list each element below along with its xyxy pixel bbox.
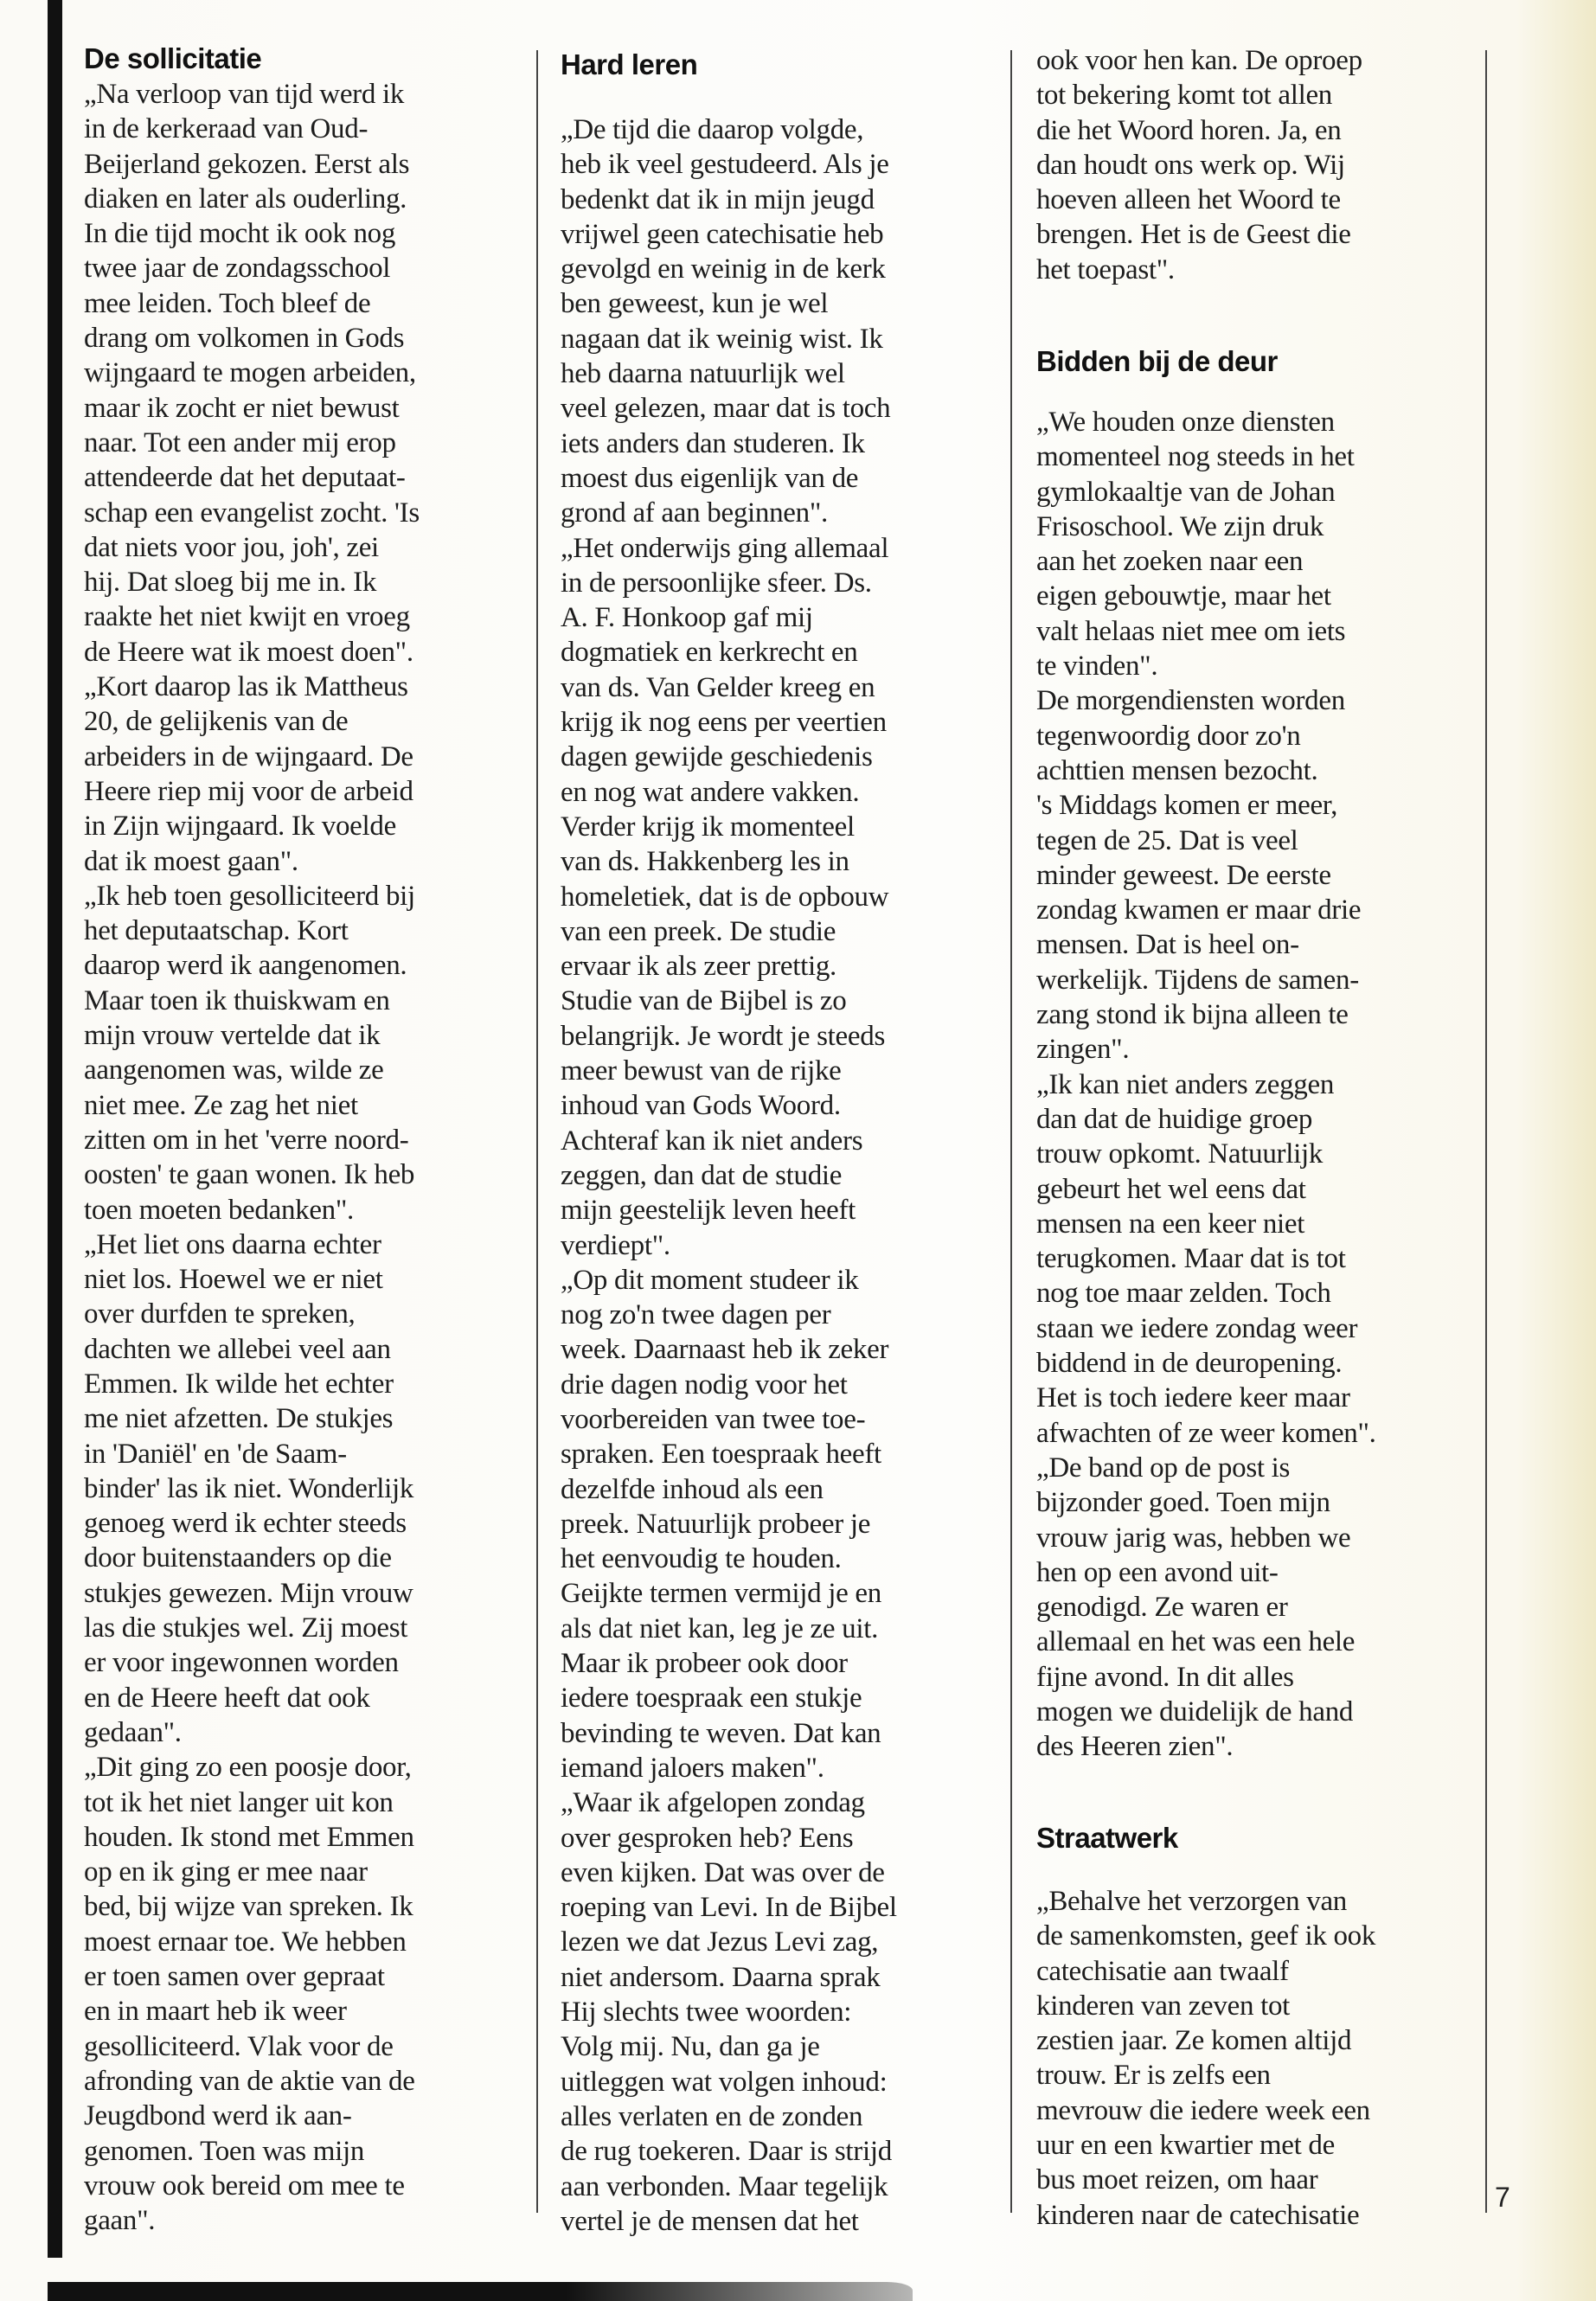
text-line: mee leiden. Toch bleef de bbox=[84, 287, 371, 319]
text-line: momenteel nog steeds in het bbox=[1036, 441, 1355, 473]
text-line: afwachten of ze weer komen". bbox=[1036, 1417, 1376, 1449]
text-line: gebeurt het wel eens dat bbox=[1036, 1173, 1306, 1205]
text-line: „De band op de post is bbox=[1036, 1452, 1291, 1484]
text-line: bedenkt dat ik in mijn jeugd bbox=[561, 183, 875, 215]
text-line: Frisoschool. We zijn druk bbox=[1036, 510, 1324, 542]
text-line: over gesproken heb? Eens bbox=[561, 1822, 854, 1854]
text-line: Het is toch iedere keer maar bbox=[1036, 1382, 1350, 1414]
text-line: lezen we dat Jezus Levi zag, bbox=[561, 1926, 879, 1958]
text-line: werkelijk. Tijdens de samen- bbox=[1036, 964, 1359, 996]
text-line: het toepast". bbox=[1036, 253, 1175, 285]
text-line: zeggen, dan dat de studie bbox=[561, 1159, 843, 1191]
text-line: uur en een kwartier met de bbox=[1036, 2130, 1335, 2162]
text-line: nog toe maar zelden. Toch bbox=[1036, 1278, 1331, 1310]
text-line: „Het liet ons daarna echter bbox=[84, 1228, 381, 1260]
text-line: vrouw ook bereid om mee te bbox=[84, 2170, 405, 2202]
text-line: Volg mij. Nu, dan ga je bbox=[561, 2031, 820, 2063]
text-line: preek. Natuurlijk probeer je bbox=[561, 1508, 871, 1540]
text-line: nagaan dat ik weinig wist. Ik bbox=[561, 323, 883, 355]
text-line: zingen". bbox=[1036, 1034, 1130, 1066]
text-line: meer bewust van de rijke bbox=[561, 1055, 842, 1087]
text-line: als dat niet kan, leg je ze uit. bbox=[561, 1612, 879, 1644]
text-line: dezelfde inhoud als een bbox=[561, 1473, 824, 1505]
text-line: daarop werd ik aangenomen. bbox=[84, 950, 407, 982]
text-line: vrijwel geen catechisatie heb bbox=[561, 218, 884, 250]
text-line: niet mee. Ze zag het niet bbox=[84, 1089, 358, 1121]
text-line: op en ik ging er mee naar bbox=[84, 1856, 368, 1888]
text-line: gesolliciteerd. Vlak voor de bbox=[84, 2030, 394, 2062]
text-line: „Waar ik afgelopen zondag bbox=[561, 1787, 865, 1819]
text-line: brengen. Het is de Geest die bbox=[1036, 219, 1351, 251]
text-line: houden. Ik stond met Emmen bbox=[84, 1821, 414, 1853]
text-line: staan we iedere zondag weer bbox=[1036, 1312, 1358, 1344]
text-line: het eenvoudig te houden. bbox=[561, 1543, 842, 1575]
text-line: tot ik het niet langer uit kon bbox=[84, 1786, 394, 1818]
text-line: trouw. Er is zelfs een bbox=[1036, 2060, 1271, 2092]
text-line: van ds. Hakkenberg les in bbox=[561, 846, 849, 878]
text-line: zang stond ik bijna alleen te bbox=[1036, 999, 1349, 1031]
text-line: fijne avond. In dit alles bbox=[1036, 1661, 1294, 1693]
text-line: grond af aan beginnen". bbox=[561, 497, 828, 529]
text-line: Heere riep mij voor de arbeid bbox=[84, 775, 413, 807]
text-line: mevrouw die iedere week een bbox=[1036, 2094, 1370, 2126]
text-line: er voor ingewonnen worden bbox=[84, 1647, 399, 1679]
text-line: in de persoonlijke sfeer. Ds. bbox=[561, 567, 872, 599]
text-line: inhoud van Gods Woord. bbox=[561, 1090, 841, 1122]
text-line: dan houdt ons werk op. Wij bbox=[1036, 149, 1345, 181]
text-line: iedere toespraak een stukje bbox=[561, 1682, 862, 1715]
column-rule bbox=[1485, 50, 1487, 2213]
text-line: me niet afzetten. De stukjes bbox=[84, 1403, 394, 1435]
text-line: tot bekering komt tot allen bbox=[1036, 80, 1332, 112]
text-line: krijg ik nog eens per veertien bbox=[561, 707, 887, 739]
text-line: mensen na een keer niet bbox=[1036, 1208, 1305, 1240]
text-line: diaken en later als ouderling. bbox=[84, 183, 407, 215]
text-line: niet andersom. Daarna sprak bbox=[561, 1961, 881, 1993]
text-line: de samenkomsten, geef ik ook bbox=[1036, 1920, 1376, 1952]
text-line: verdiept". bbox=[561, 1229, 670, 1261]
text-line: In die tijd mocht ik ook nog bbox=[84, 218, 396, 250]
text-line: hoeven alleen het Woord te bbox=[1036, 184, 1341, 216]
text-line: 's Middags komen er meer, bbox=[1036, 790, 1338, 822]
text-line: gedaan". bbox=[84, 1716, 182, 1748]
text-line: zitten om in het 'verre noord- bbox=[84, 1124, 409, 1156]
text-line: homeletiek, dat is de opbouw bbox=[561, 881, 889, 913]
section-heading: Bidden bij de deur bbox=[1036, 345, 1278, 377]
text-line: door buitenstaanders op die bbox=[84, 1542, 392, 1574]
text-line: stukjes gewezen. Mijn vrouw bbox=[84, 1577, 413, 1609]
text-line: over durfden te spreken, bbox=[84, 1298, 356, 1330]
text-line: toen moeten bedanken". bbox=[84, 1194, 355, 1226]
text-line: vertel je de mensen dat het bbox=[561, 2205, 859, 2237]
text-line: aan het zoeken naar een bbox=[1036, 546, 1304, 578]
text-line: aan verbonden. Maar tegelijk bbox=[561, 2170, 888, 2202]
text-line: hij. Dat sloeg bij me in. Ik bbox=[84, 567, 377, 599]
text-line: trouw opkomt. Natuurlijk bbox=[1036, 1138, 1324, 1170]
text-line: Beijerland gekozen. Eerst als bbox=[84, 148, 410, 180]
text-line: mijn vrouw vertelde dat ik bbox=[84, 1020, 381, 1052]
text-line: drang om volkomen in Gods bbox=[84, 323, 405, 355]
text-line: „Ik kan niet anders zeggen bbox=[1036, 1068, 1335, 1100]
text-line: Maar ik probeer ook door bbox=[561, 1648, 848, 1680]
column-rule bbox=[1010, 50, 1012, 2213]
text-line: dogmatiek en kerkrecht en bbox=[561, 637, 858, 669]
text-line: ook voor hen kan. De oproep bbox=[1036, 45, 1362, 76]
text-line: mensen. Dat is heel on- bbox=[1036, 929, 1299, 961]
section-body bbox=[1036, 405, 1376, 1765]
text-line: even kijken. Dat was over de bbox=[561, 1856, 885, 1888]
text-line: week. Daarnaast heb ik zeker bbox=[561, 1334, 889, 1366]
text-line: in de kerkeraad van Oud- bbox=[84, 113, 369, 145]
text-line: raakte het niet kwijt en vroeg bbox=[84, 601, 410, 633]
text-line: en de Heere heeft dat ook bbox=[84, 1682, 370, 1714]
text-line: De morgendiensten worden bbox=[1036, 685, 1345, 717]
text-line: eigen gebouwtje, maar het bbox=[1036, 580, 1331, 612]
text-line: biddend in de deuropening. bbox=[1036, 1348, 1343, 1380]
text-line: heb daarna natuurlijk wel bbox=[561, 358, 845, 390]
text-line: gymlokaaltje van de Johan bbox=[1036, 476, 1336, 508]
text-line: belangrijk. Je wordt je steeds bbox=[561, 1020, 885, 1052]
text-line: Emmen. Ik wilde het echter bbox=[84, 1368, 394, 1400]
text-line: 20, de gelijkenis van de bbox=[84, 706, 349, 738]
text-line: bevinding te weven. Dat kan bbox=[561, 1717, 881, 1749]
text-line: in Zijn wijngaard. Ik voelde bbox=[84, 811, 396, 843]
text-line: gaan". bbox=[84, 2205, 156, 2237]
text-line: veel gelezen, maar dat is toch bbox=[561, 393, 891, 425]
text-line: ervaar ik als zeer prettig. bbox=[561, 951, 836, 983]
text-line: te vinden". bbox=[1036, 651, 1158, 683]
text-line: en in maart heb ik weer bbox=[84, 1996, 347, 2028]
text-line: „Na verloop van tijd werd ik bbox=[84, 79, 405, 110]
section-body bbox=[1036, 43, 1362, 287]
text-line: naar. Tot een ander mij erop bbox=[84, 426, 396, 458]
text-line: nog zo'n twee dagen per bbox=[561, 1299, 831, 1331]
text-line: genodigd. Ze waren er bbox=[1036, 1592, 1288, 1624]
text-line: „Ik heb toen gesolliciteerd bij bbox=[84, 880, 415, 912]
text-line: binder' las ik niet. Wonderlijk bbox=[84, 1472, 414, 1504]
text-line: in 'Daniël' en 'de Saam- bbox=[84, 1438, 347, 1470]
left-page-edge bbox=[48, 0, 62, 2258]
text-line: dan dat de huidige groep bbox=[1036, 1103, 1313, 1135]
text-line: Verder krijg ik momenteel bbox=[561, 811, 855, 843]
text-line: er toen samen over gepraat bbox=[84, 1961, 385, 1993]
text-line: ben geweest, kun je wel bbox=[561, 288, 829, 320]
section-body bbox=[561, 112, 897, 2239]
section-heading: Hard leren bbox=[561, 48, 698, 80]
text-line: het deputaatschap. Kort bbox=[84, 915, 349, 947]
column-rule bbox=[536, 50, 538, 2213]
text-line: Hij slechts twee woorden: bbox=[561, 1997, 852, 2029]
text-line: iets anders dan studeren. Ik bbox=[561, 427, 865, 459]
text-line: kinderen naar de catechisatie bbox=[1036, 2199, 1360, 2231]
text-line: „Dit ging zo een poosje door, bbox=[84, 1752, 412, 1784]
text-line: de Heere wat ik moest doen". bbox=[84, 636, 413, 668]
text-line: uitleggen wat volgen inhoud: bbox=[561, 2066, 888, 2098]
text-line: minder geweest. De eerste bbox=[1036, 859, 1331, 891]
text-line: moest dus eigenlijk van de bbox=[561, 462, 859, 494]
text-line: genoeg werd ik echter steeds bbox=[84, 1508, 407, 1540]
text-line: catechisatie aan twaalf bbox=[1036, 1955, 1289, 1987]
section-body bbox=[1036, 1884, 1375, 2233]
text-line: de rug toekeren. Daar is strijd bbox=[561, 2136, 892, 2168]
text-line: aangenomen was, wilde ze bbox=[84, 1054, 384, 1086]
page-number: 7 bbox=[1495, 2182, 1510, 2213]
text-line: „Het onderwijs ging allemaal bbox=[561, 532, 889, 564]
text-line: arbeiders in de wijngaard. De bbox=[84, 740, 413, 772]
text-line: afronding van de aktie van de bbox=[84, 2065, 415, 2097]
text-line: Jeugdbond werd ik aan- bbox=[84, 2100, 352, 2132]
text-line: moest ernaar toe. We hebben bbox=[84, 1926, 407, 1958]
text-line: van ds. Van Gelder kreeg en bbox=[561, 671, 875, 703]
text-line: Maar toen ik thuiskwam en bbox=[84, 984, 390, 1016]
text-line: dat niets voor jou, joh', zei bbox=[84, 531, 379, 563]
text-line: valt helaas niet mee om iets bbox=[1036, 615, 1346, 647]
text-line: attendeerde dat het deputaat- bbox=[84, 462, 406, 494]
text-line: bijzonder goed. Toen mijn bbox=[1036, 1487, 1330, 1519]
text-line: achttien mensen bezocht. bbox=[1036, 754, 1318, 786]
text-line: bed, bij wijze van spreken. Ik bbox=[84, 1891, 413, 1923]
text-line: tegen de 25. Dat is veel bbox=[1036, 824, 1298, 856]
text-line: maar ik zocht er niet bewust bbox=[84, 392, 400, 424]
section-heading: Straatwerk bbox=[1036, 1822, 1178, 1854]
text-line: iemand jaloers maken". bbox=[561, 1752, 824, 1784]
text-line: las die stukjes wel. Zij moest bbox=[84, 1612, 408, 1644]
text-line: „Kort daarop las ik Mattheus bbox=[84, 671, 408, 703]
text-line: mijn geestelijk leven heeft bbox=[561, 1195, 856, 1227]
text-line: kinderen van zeven tot bbox=[1036, 1990, 1291, 2022]
text-line: oosten' te gaan wonen. Ik heb bbox=[84, 1159, 415, 1191]
text-line: voorbereiden van twee toe- bbox=[561, 1403, 866, 1435]
text-line: zondag kwamen er maar drie bbox=[1036, 894, 1362, 926]
text-line: genomen. Toen was mijn bbox=[84, 2135, 365, 2167]
section-body bbox=[84, 77, 420, 2238]
text-line: schap een evangelist zocht. 'Is bbox=[84, 497, 420, 529]
text-line: mogen we duidelijk de hand bbox=[1036, 1695, 1354, 1727]
text-line: dachten we allebei veel aan bbox=[84, 1333, 391, 1365]
text-line: gevolgd en weinig in de kerk bbox=[561, 253, 886, 285]
text-line: tegenwoordig door zo'n bbox=[1036, 720, 1301, 752]
text-line: „We houden onze diensten bbox=[1036, 407, 1335, 438]
text-line: heb ik veel gestudeerd. Als je bbox=[561, 149, 889, 181]
text-line: allemaal en het was een hele bbox=[1036, 1626, 1356, 1658]
text-line: dat ik moest gaan". bbox=[84, 845, 298, 877]
text-line: en nog wat andere vakken. bbox=[561, 776, 860, 808]
text-line: hen op een avond uit- bbox=[1036, 1556, 1279, 1588]
text-line: bus moet reizen, om haar bbox=[1036, 2164, 1318, 2196]
text-line: spraken. Een toespraak heeft bbox=[561, 1439, 881, 1471]
text-line: drie dagen nodig voor het bbox=[561, 1368, 848, 1400]
text-line: zestien jaar. Ze komen altijd bbox=[1036, 2025, 1352, 2057]
text-line: vrouw jarig was, hebben we bbox=[1036, 1522, 1351, 1554]
text-line: twee jaar de zondagsschool bbox=[84, 253, 391, 285]
text-line: Achteraf kan ik niet anders bbox=[561, 1125, 863, 1157]
text-line: Geijkte termen vermijd je en bbox=[561, 1578, 881, 1610]
bottom-page-edge bbox=[48, 2282, 913, 2301]
text-line: van een preek. De studie bbox=[561, 915, 836, 947]
text-line: des Heeren zien". bbox=[1036, 1731, 1234, 1763]
text-line: wijngaard te mogen arbeiden, bbox=[84, 357, 416, 389]
text-line: dagen gewijde geschiedenis bbox=[561, 741, 873, 773]
text-line: terugkomen. Maar dat is tot bbox=[1036, 1243, 1346, 1275]
text-line: niet los. Hoewel we er niet bbox=[84, 1264, 383, 1296]
text-line: alles verlaten en de zonden bbox=[561, 2100, 863, 2132]
section-heading: De sollicitatie bbox=[84, 42, 262, 74]
text-line: roeping van Levi. In de Bijbel bbox=[561, 1892, 897, 1924]
text-line: die het Woord horen. Ja, en bbox=[1036, 114, 1342, 146]
text-line: „De tijd die daarop volgde, bbox=[561, 114, 864, 145]
text-line: Studie van de Bijbel is zo bbox=[561, 985, 847, 1017]
text-line: A. F. Honkoop gaf mij bbox=[561, 602, 813, 634]
text-line: „Op dit moment studeer ik bbox=[561, 1264, 859, 1296]
text-line: „Behalve het verzorgen van bbox=[1036, 1886, 1348, 1917]
